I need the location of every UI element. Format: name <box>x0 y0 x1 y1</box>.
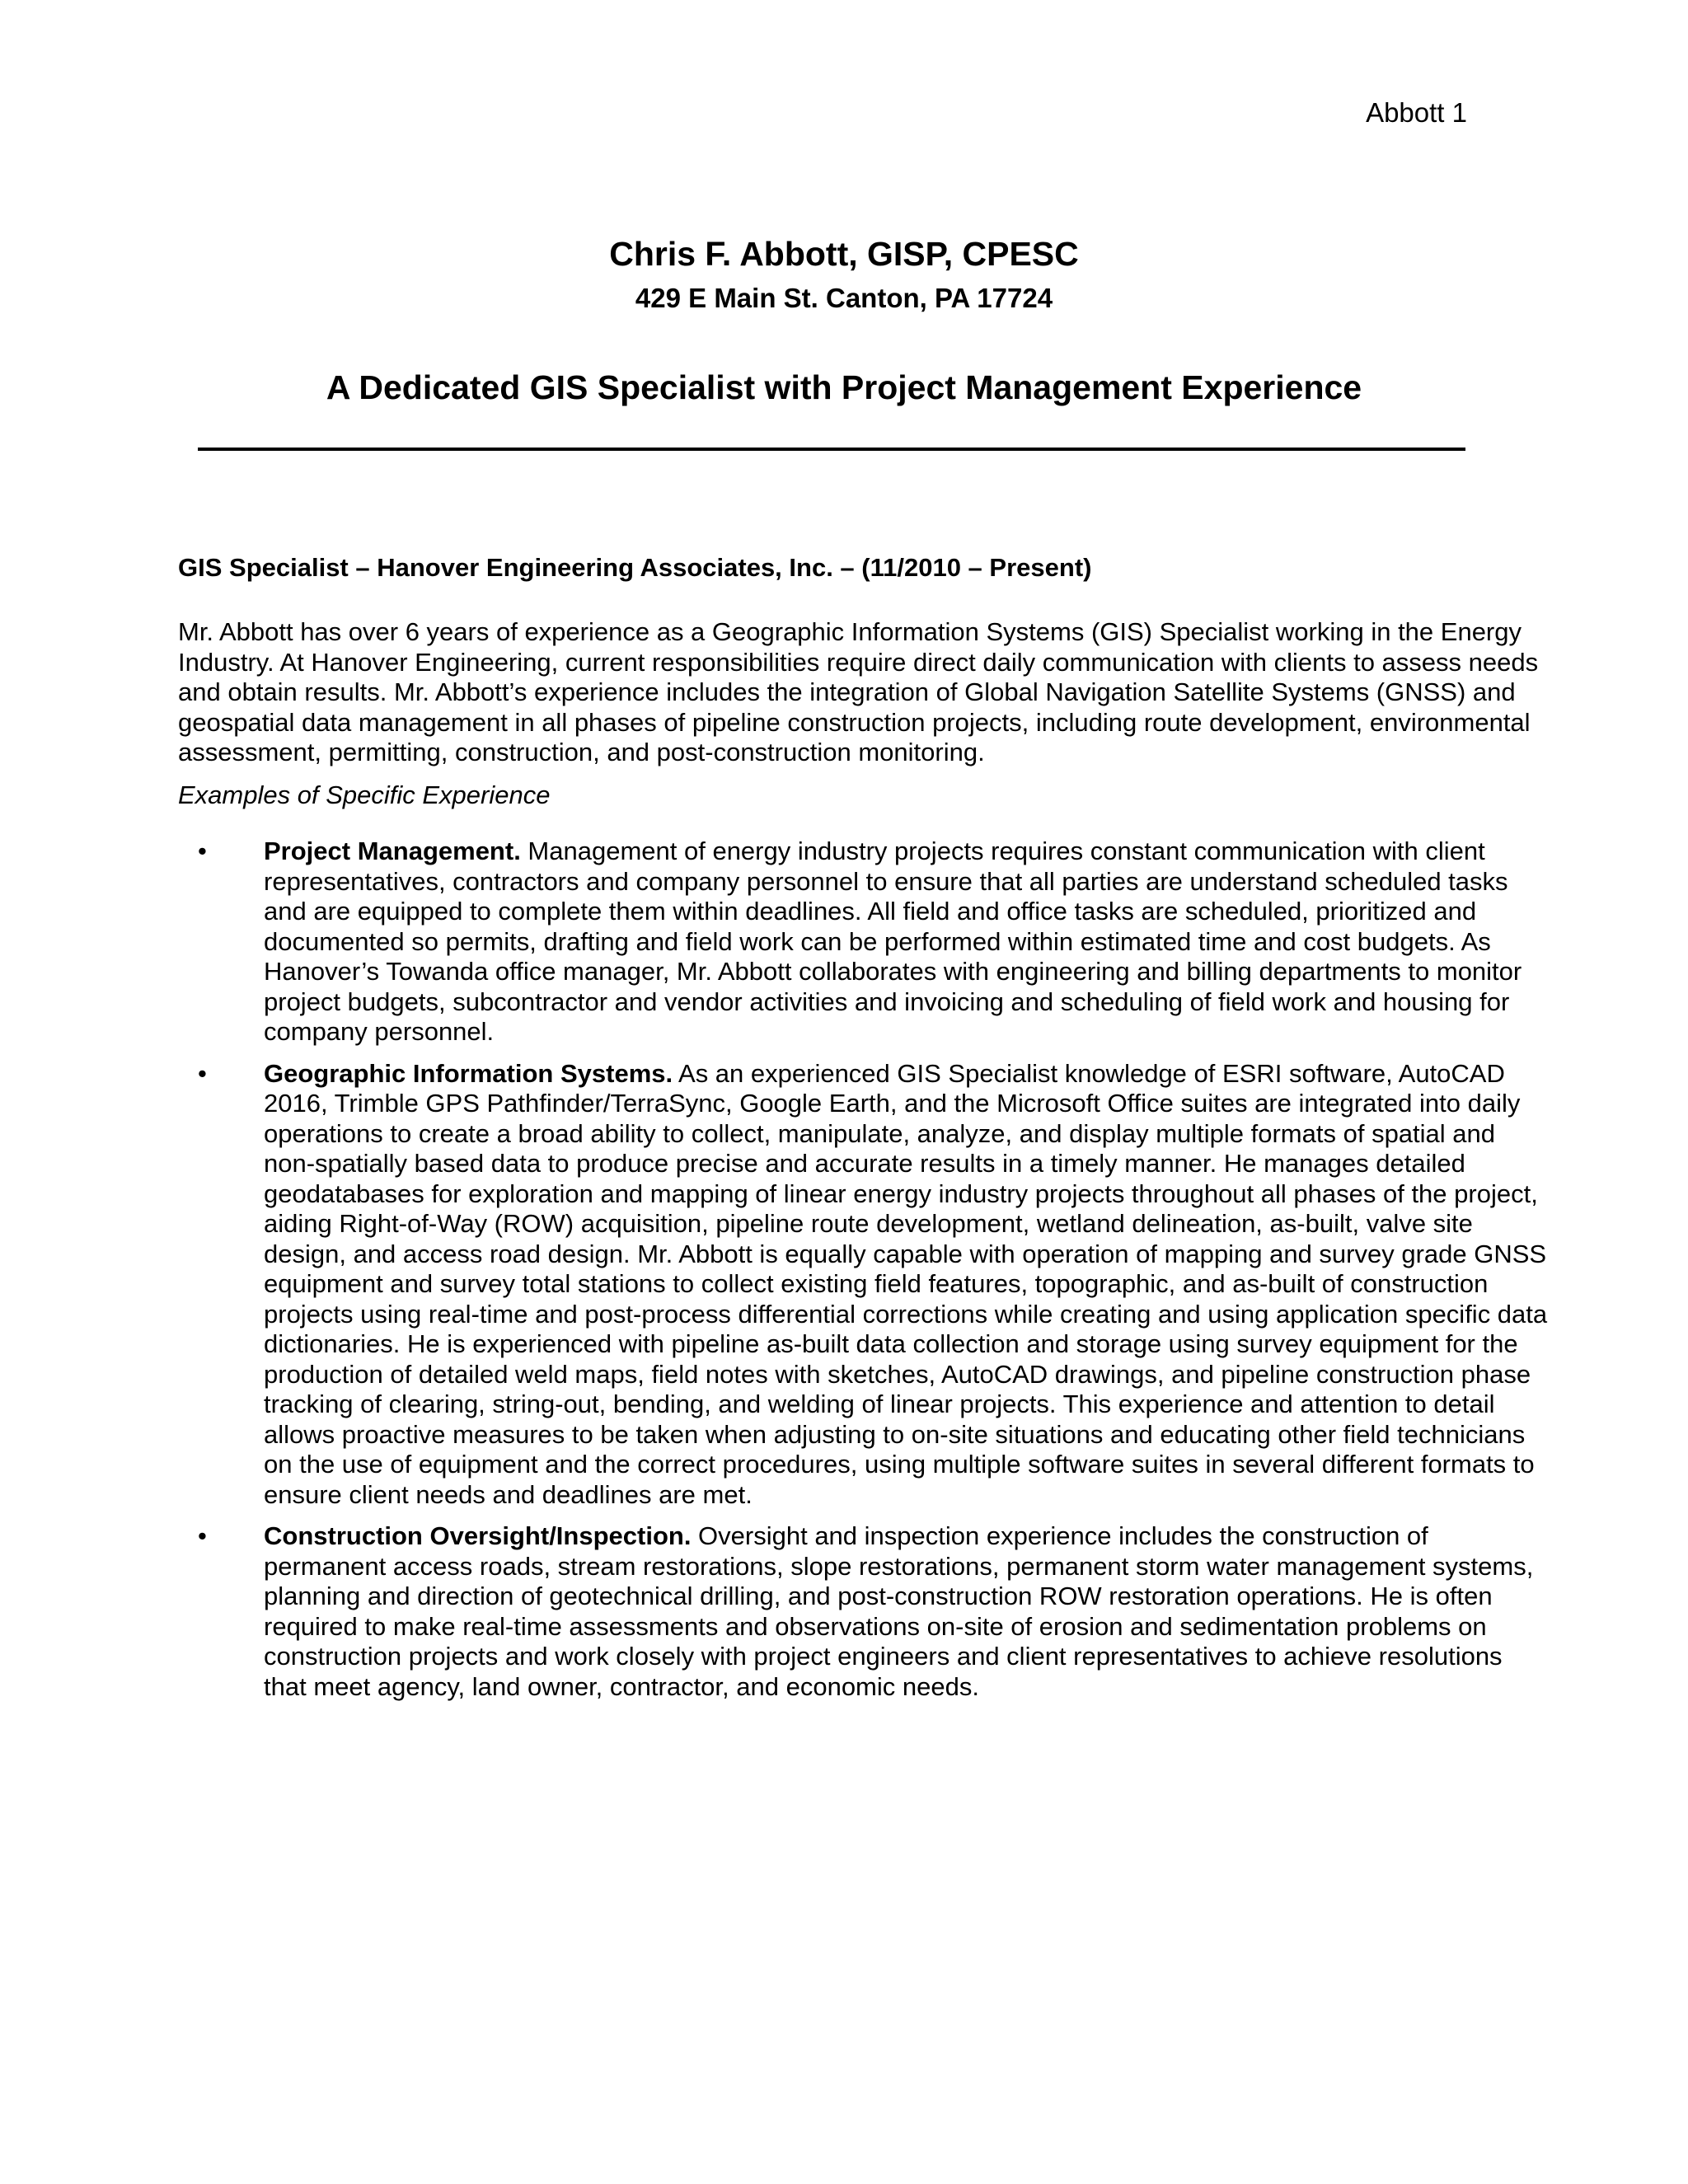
job-employer-dates: – Hanover Engineering Associates, Inc. – (11/2010 – Present) <box>348 553 1092 582</box>
examples-label: Examples of Specific Experience <box>178 780 551 809</box>
job-summary: Mr. Abbott has over 6 years of experience as a Geographic Information Systems (GIS) Specialist working in the Energy Industry. At Hanover Engineering, current responsibilities require direct daily communication with clients to assess needs and obtain results. Mr. Abbott’s experience includes the integration of Global Navigation Satellite Systems (GNSS) and geospatial data management in all phases of pipeline construction projects, including route development, environmental assessment, permitting, construction, and post-construction monitoring. <box>178 617 1539 766</box>
page-number-header: Abbott 1 <box>1366 97 1467 128</box>
job-role: GIS Specialist <box>178 553 349 582</box>
experience-title: Geographic Information Systems. <box>264 1058 673 1088</box>
applicant-address: 429 E Main St. Canton, PA 17724 <box>635 283 1053 313</box>
bullet-marker: • <box>198 837 207 865</box>
list-item <box>178 837 1548 1047</box>
experience-title: Construction Oversight/Inspection. <box>264 1521 692 1550</box>
bullet-marker: • <box>198 1521 207 1550</box>
experience-text: Management of energy industry projects requires constant communication with client representatives, contractors and company personnel to ensure that all parties are understand scheduled tasks and are equipped to complete them within deadlines. All field and office tasks are scheduled, prioritized and documented so permits, drafting and field work can be performed within estimated time and cost budgets. As Hanover’s Towanda office manager, Mr. Abbott collaborates with engineering and billing departments to monitor project budgets, subcontractor and vendor activities and invoicing and scheduling of field work and housing for company personnel. <box>264 837 1522 1046</box>
list-item <box>178 1059 1548 1511</box>
experience-title: Project Management. <box>264 837 521 865</box>
resume-tagline: A Dedicated GIS Specialist with Project Management Experience <box>326 368 1362 406</box>
job-heading <box>178 553 1548 583</box>
experience-list <box>178 837 1548 1713</box>
list-item <box>178 1521 1548 1702</box>
experience-text: Oversight and inspection experience includes the construction of permanent access roads, stream restorations, slope restorations, permanent storm water management systems, planning and direction of geotechnical drilling, and post-construction ROW restoration operations. He is often required to make real-time assessments and observations on-site of erosion and sedimentation problems on construction projects and work closely with project engineers and client representatives to achieve resolutions that meet agency, land owner, contractor, and economic needs. <box>264 1521 1534 1701</box>
header-divider <box>198 448 1465 451</box>
experience-text: As an experienced GIS Specialist knowledge of ESRI software, AutoCAD 2016, Trimble GPS Pathfinder/TerraSync, Google Earth, and the Microsoft Office suites are integrated into daily operations to create a broad ability to collect, manipulate, analyze, and display multiple formats of spatial and non-spatially based data to produce precise and accurate results in a timely manner. He manages detailed geodatabases for exploration and mapping of linear energy industry projects throughout all phases of the project, aiding Right-of-Way (ROW) acquisition, pipeline route development, wetland delineation, as-built, valve site design, and access road design. Mr. Abbott is equally capable with operation of mapping and survey grade GNSS equipment and survey total stations to collect existing field features, topographic, and as-built of construction projects using real-time and post-process differential corrections while creating and using application specific data dictionaries. He is experienced with pipeline as-built data collection and storage using survey equipment for the production of detailed weld maps, field notes with sketches, AutoCAD drawings, and pipeline construction phase tracking of clearing, string-out, bending, and welding of linear projects. This experience and attention to detail allows proactive measures to be taken when adjusting to on-site situations and educating other field technicians on the use of equipment and the correct procedures, using multiple software suites in several different formats to ensure client needs and deadlines are met. <box>264 1058 1548 1509</box>
bullet-marker: • <box>198 1058 207 1088</box>
applicant-name: Chris F. Abbott, GISP, CPESC <box>609 235 1079 273</box>
